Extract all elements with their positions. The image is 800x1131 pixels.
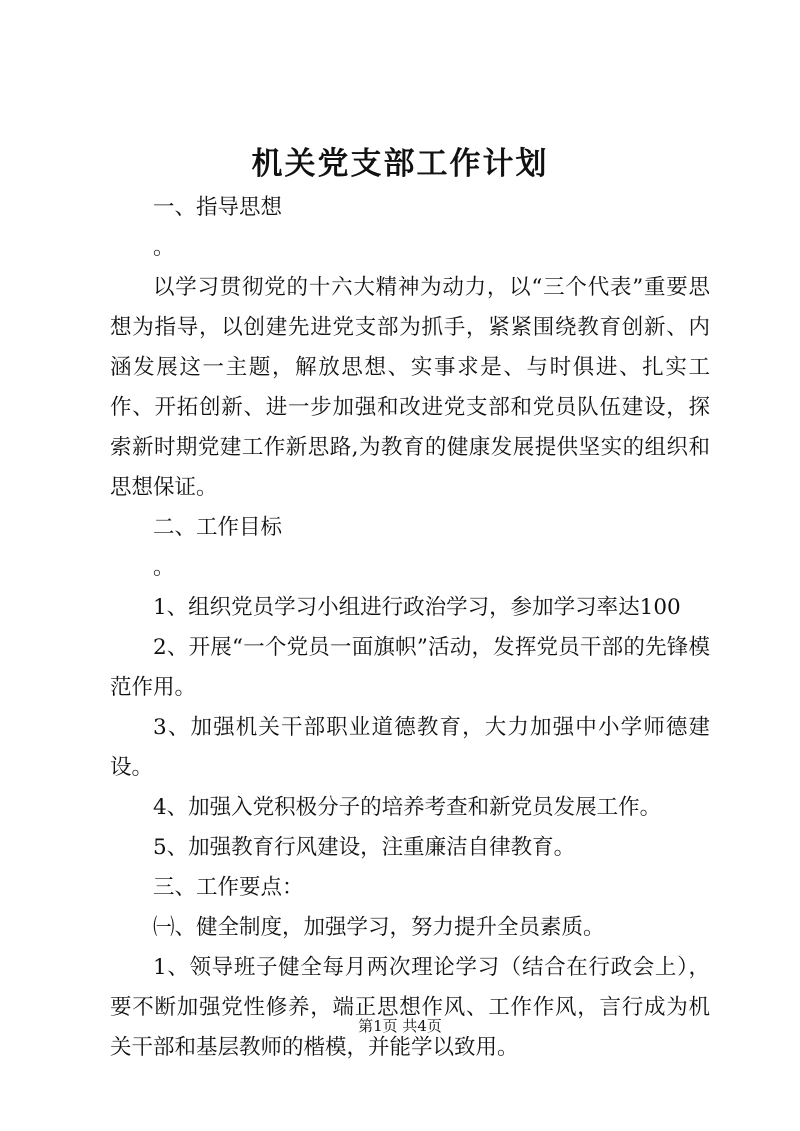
list-item: 1、领导班子健全每月两次理论学习（结合在行政会上），要不断加强党性修养，端正思想作风、工作作风，言行成为机关干部和基层教师的楷模，并能学以致用。 xyxy=(110,955,710,1060)
list-item: 4、加强入党积极分子的培养考查和新党员发展工作。 xyxy=(153,795,662,820)
page-footer: 第1页 共4页 xyxy=(358,1017,442,1035)
paragraph: 。 xyxy=(153,555,175,580)
subsection-heading: ㈠、健全制度，加强学习，努力提升全员素质。 xyxy=(153,915,605,940)
section-heading: 一、指导思想 xyxy=(153,195,283,220)
list-item: 2、开展“一个党员一面旗帜”活动，发挥党员干部的先锋模范作用。 xyxy=(110,635,710,700)
paragraph: 。 xyxy=(153,235,175,260)
document-body xyxy=(110,188,710,1068)
section-heading: 三、工作要点： xyxy=(153,875,304,900)
list-item: 3、加强机关干部职业道德教育，大力加强中小学师德建设。 xyxy=(110,715,710,780)
list-item: 1、组织党员学习小组进行政治学习，参加学习率达100 xyxy=(153,595,681,620)
document-title: 机关党支部工作计划 xyxy=(251,146,549,182)
paragraph: 以学习贯彻党的十六大精神为动力，以“三个代表”重要思想为指导，以创建先进党支部为抓手，紧紧围绕教育创新、内涵发展这一主题，解放思想、实事求是、与时俱进、扎实工作、开拓创新、进一步加强和改进党支部和党员队伍建设，探索新时期党建工作新思路,为教育的健康发展提供坚实的组织和思想保证。 xyxy=(110,275,710,500)
section-heading: 二、工作目标 xyxy=(153,515,283,540)
list-item: 5、加强教育行风建设，注重廉洁自律教育。 xyxy=(153,835,576,860)
